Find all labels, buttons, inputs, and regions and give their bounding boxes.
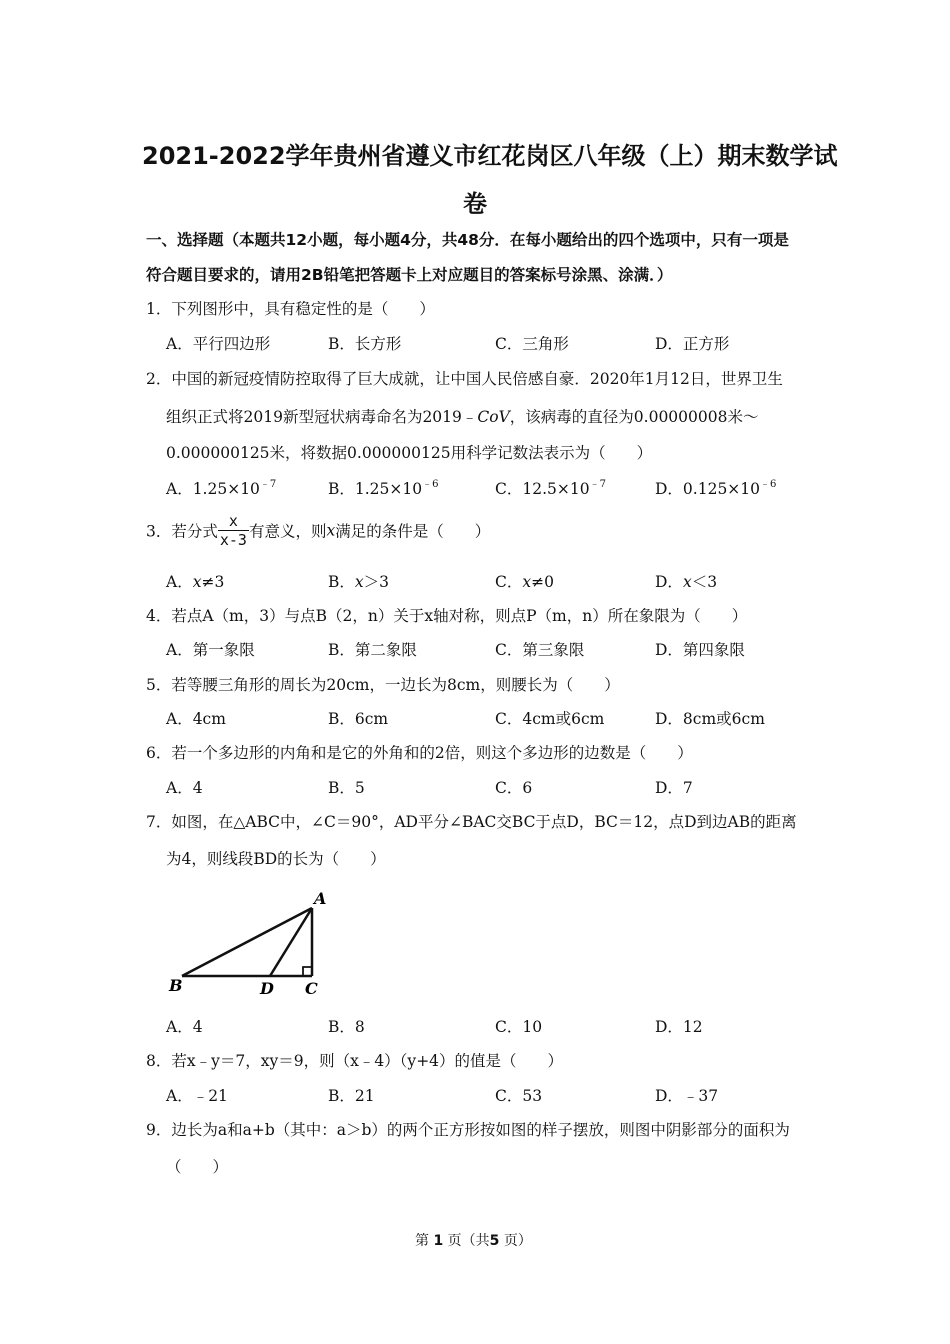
label-a: A [314,889,327,908]
q7-option-c: C．10 [495,1018,543,1036]
q6-option-c: C．6 [495,779,533,797]
q4-option-c: C．第三象限 [495,641,585,659]
page-footer: 第 1 页（共5 页） [415,1233,532,1249]
label-c: C [305,979,318,998]
q2-line-2: 组织正式将2019新型冠状病毒命名为2019﹣CoV，该病毒的直径为0.00000008米～ [166,408,759,426]
label-b: B [169,976,183,995]
q2-option-c: C．$12.5\times 10^{﹣7}$ [495,479,606,498]
q7-option-b: B．8 [328,1018,365,1036]
q3-option-a: A．x≠3 [166,573,225,591]
section-header-line-2: 符合题目要求的，请用2B铅笔把答题卡上对应题目的答案标号涂黑、涂满．） [146,266,673,284]
q8-option-b: B．21 [328,1087,375,1105]
q3-option-d: D．x＜3 [655,573,718,591]
q8-option-a: A．﹣21 [166,1087,228,1105]
q1-option-a: A．平行四边形 [166,335,271,353]
q6-stem: 6．若一个多边形的内角和是它的外角和的2倍，则这个多边形的边数是（ ） [146,744,693,762]
q9-line-1: 9．边长为a和a+b（其中：a＞b）的两个正方形按如图的样子摆放，则图中阴影部分的面积为 [146,1121,790,1139]
section-header-line-1: 一、选择题（本题共12小题，每小题4分，共48分．在每小题给出的四个选项中，只有一项是 [146,231,789,249]
q3-option-c: C．x≠0 [495,573,554,591]
q5-stem: 5．若等腰三角形的周长为20cm，一边长为8cm，则腰长为（ ） [146,676,620,694]
q3-stem: 3．若分式 $\frac{x}{x-3}$ 有意义，则x满足的条件是（ ） [146,512,491,549]
q8-stem: 8．若x﹣y＝7，xy＝9，则（x﹣4）（y+4）的值是（ ） [146,1052,564,1070]
q6-option-a: A．4 [166,779,203,797]
q2-option-d: D．$0.125\times 10^{﹣6}$ [655,479,777,498]
q6-option-d: D．7 [655,779,693,797]
q5-option-d: D．8cm或6cm [655,710,765,728]
q2-option-a: A．$1.25\times 10^{﹣7}$ [166,479,277,498]
q4-option-d: D．第四象限 [655,641,745,659]
q2-line-1: 2．中国的新冠疫情防控取得了巨大成就，让中国人民倍感自豪．2020年1月12日，世界卫生 [146,370,783,388]
q3-option-b: B．x＞3 [328,573,390,591]
q7-option-d: D．12 [655,1018,703,1036]
q2-line-3: 0.000000125米，将数据0.000000125用科学记数法表示为（ ） [166,444,653,462]
q7-line-2: 为4，则线段BD的长为（ ） [166,850,386,868]
q3-fraction: $\frac{x}{x-3}$ [219,512,247,549]
q7-triangle-figure [160,880,340,1000]
label-d: D [260,979,274,998]
q8-option-d: D．﹣37 [655,1087,719,1105]
q4-stem: 4．若点A（m，3）与点B（2，n）关于x轴对称，则点P（m，n）所在象限为（ ） [146,607,748,625]
q4-option-b: B．第二象限 [328,641,417,659]
title-line-2: 卷 [463,190,487,218]
q1-stem: 1．下列图形中，具有稳定性的是（ ） [146,300,435,318]
q9-line-2: （ ） [166,1158,229,1176]
right-angle-mark [303,967,312,976]
q4-option-a: A．第一象限 [166,641,255,659]
q5-option-c: C．4cm或6cm [495,710,605,728]
q1-option-c: C．三角形 [495,335,569,353]
title-line-1: 2021-2022学年贵州省遵义市红花岗区八年级（上）期末数学试 [142,142,838,170]
q8-option-c: C．53 [495,1087,543,1105]
segment-ab [182,908,312,976]
q1-option-b: B．长方形 [328,335,402,353]
q7-line-1: 7．如图，在△ABC中，∠C＝90°，AD平分∠BAC交BC于点D，BC＝12，点D到边AB的距离 [146,813,797,831]
q7-option-a: A．4 [166,1018,203,1036]
q1-option-d: D．正方形 [655,335,730,353]
q6-option-b: B．5 [328,779,365,797]
q5-option-b: B．6cm [328,710,389,728]
q5-option-a: A．4cm [166,710,226,728]
q2-option-b: B．$1.25\times 10^{﹣6}$ [328,479,439,498]
